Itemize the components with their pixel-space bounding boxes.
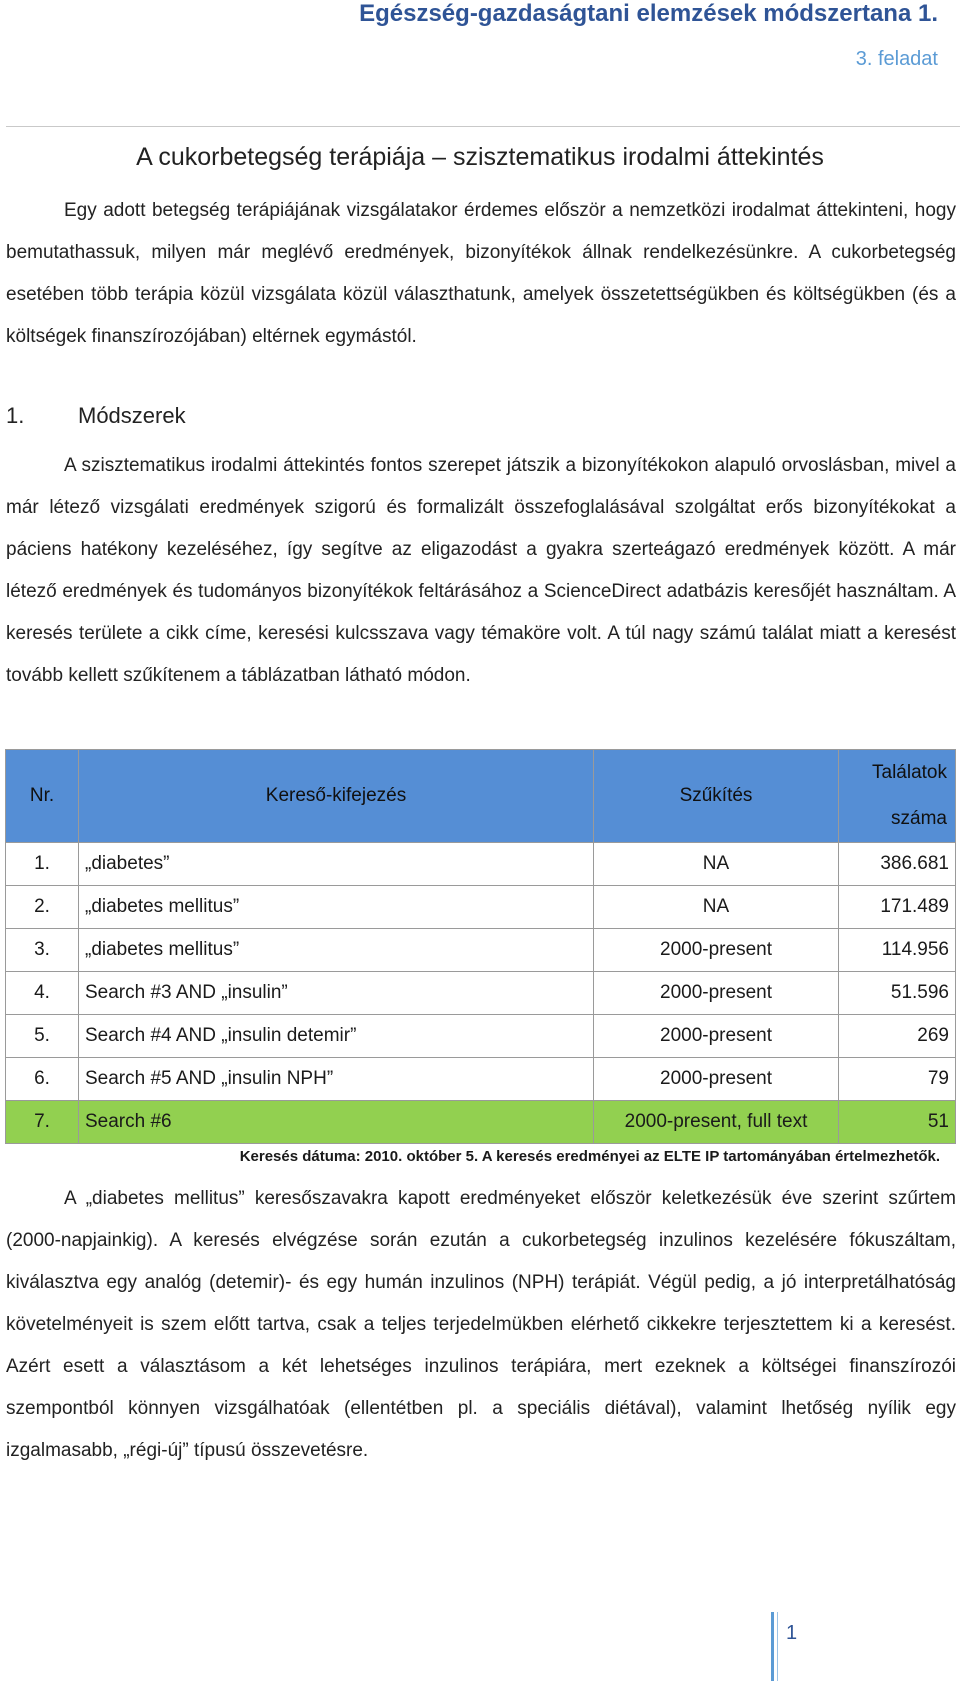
section-number: 1. bbox=[6, 403, 25, 428]
cell-expression: „diabetes mellitus” bbox=[79, 929, 594, 972]
intro-paragraph bbox=[6, 190, 956, 358]
table-row-highlighted bbox=[6, 1101, 956, 1144]
cell-nr: 2. bbox=[6, 886, 79, 929]
methods-paragraph-2 bbox=[6, 1178, 956, 1472]
cell-count: 51.596 bbox=[839, 972, 956, 1015]
header-count bbox=[839, 750, 956, 843]
cell-filter: 2000-present bbox=[594, 972, 839, 1015]
cell-expression: Search #5 AND „insulin NPH” bbox=[79, 1058, 594, 1101]
cell-filter: 2000-present bbox=[594, 1015, 839, 1058]
header-count-line2: száma bbox=[891, 808, 947, 829]
cell-nr: 4. bbox=[6, 972, 79, 1015]
cell-nr: 3. bbox=[6, 929, 79, 972]
cell-expression: Search #3 AND „insulin” bbox=[79, 972, 594, 1015]
header-title: Egészség-gazdaságtani elemzések módszertana 1. bbox=[359, 0, 938, 27]
table-header-row bbox=[6, 750, 956, 843]
cell-count: 269 bbox=[839, 1015, 956, 1058]
cell-expression: „diabetes” bbox=[79, 843, 594, 886]
cell-filter: 2000-present, full text bbox=[594, 1101, 839, 1144]
cell-expression: Search #4 AND „insulin detemir” bbox=[79, 1015, 594, 1058]
header-expression: Kereső-kifejezés bbox=[79, 750, 594, 843]
section-title: Módszerek bbox=[78, 403, 186, 428]
cell-expression: Search #6 bbox=[79, 1101, 594, 1144]
cell-filter: 2000-present bbox=[594, 929, 839, 972]
table-row bbox=[6, 1015, 956, 1058]
cell-nr: 5. bbox=[6, 1015, 79, 1058]
cell-count: 114.956 bbox=[839, 929, 956, 972]
table-row bbox=[6, 1058, 956, 1101]
table-row bbox=[6, 929, 956, 972]
table-row bbox=[6, 843, 956, 886]
table-row bbox=[6, 886, 956, 929]
cell-nr: 7. bbox=[6, 1101, 79, 1144]
page-number: 1 bbox=[786, 1622, 798, 1644]
intro-text: Egy adott betegség terápiájának vizsgálatakor érdemes először a nemzetközi irodalmat áttekinteni, hogy bemutathassuk, milyen már meglévő eredmények, bizonyítékok állnak rendelkezésünkre. A cukorbetegség esetében több terápia közül vizsgálata közül választhatunk, amelyek összetettségükben és költségükben (és a költségek finanszírozójában) eltérnek egymástól. bbox=[6, 200, 956, 347]
header-filter: Szűkítés bbox=[594, 750, 839, 843]
page-number-bar bbox=[771, 1612, 774, 1681]
table-row bbox=[6, 972, 956, 1015]
cell-count: 171.489 bbox=[839, 886, 956, 929]
cell-expression: „diabetes mellitus” bbox=[79, 886, 594, 929]
methods-paragraph-1-text: A szisztematikus irodalmi áttekintés fontos szerepet játszik a bizonyítékokon alapuló orvoslásban, mivel a már létező vizsgálati eredmények szigorú és formalizált összefoglalásával szolgáltat erős bizonyítékokat a páciens hatékony kezeléséhez, így segítve az eligazodást a gyakra szerteágazó eredmények között. A már létező eredmények és tudományos bizonyítékok feltárásához a ScienceDirect adatbázis keresőjét használtam. A keresés területe a cikk címe, keresési kulcsszava vagy témaköre volt. A túl nagy számú találat miatt a keresést tovább kellett szűkítenem a táblázatban látható módon. bbox=[6, 455, 956, 686]
header-count-line1: Találatok bbox=[872, 762, 947, 783]
cell-filter: NA bbox=[594, 886, 839, 929]
cell-nr: 6. bbox=[6, 1058, 79, 1101]
header-subtitle: 3. feladat bbox=[855, 48, 938, 70]
page-number-bar-thin bbox=[777, 1612, 778, 1681]
cell-count: 386.681 bbox=[839, 843, 956, 886]
table-caption: Keresés dátuma: 2010. október 5. A keresés eredményei az ELTE IP tartományában értelmezhetők. bbox=[239, 1148, 940, 1165]
document-title: A cukorbetegség terápiája – szisztematikus irodalmi áttekintés bbox=[136, 143, 824, 171]
methods-paragraph-2-text: A „diabetes mellitus” keresőszavakra kapott eredményeket először keletkezésük éve szerint szűrtem (2000-napjainkig). A keresés elvégzése során ezután a cukorbetegség inzulinos kezelésére fókuszáltam, kiválasztva egy analóg (detemir)- és egy humán inzulinos (NPH) terápiát. Végül pedig, a jó interpretálhatóság követelményeit is szem előtt tartva, csak a teljes terjedelmükben elérhető cikkekre terjesztettem ki a keresést. Azért esett a választásom a két lehetséges inzulinos terápiára, mert ezeknek a költségei finanszírozói szempontból könnyen vizsgálhatóak (ellentétben pl. a speciális diétával), valamint lhetőség nyílik egy izgalmasabb, „régi-új” típusú összevetésre. bbox=[6, 1188, 956, 1461]
header-divider bbox=[6, 126, 960, 127]
header-nr: Nr. bbox=[6, 750, 79, 843]
cell-filter: NA bbox=[594, 843, 839, 886]
cell-count: 79 bbox=[839, 1058, 956, 1101]
cell-nr: 1. bbox=[6, 843, 79, 886]
search-results-table bbox=[5, 749, 956, 1144]
cell-count: 51 bbox=[839, 1101, 956, 1144]
cell-filter: 2000-present bbox=[594, 1058, 839, 1101]
methods-paragraph-1 bbox=[6, 445, 956, 697]
section-heading bbox=[6, 403, 186, 429]
